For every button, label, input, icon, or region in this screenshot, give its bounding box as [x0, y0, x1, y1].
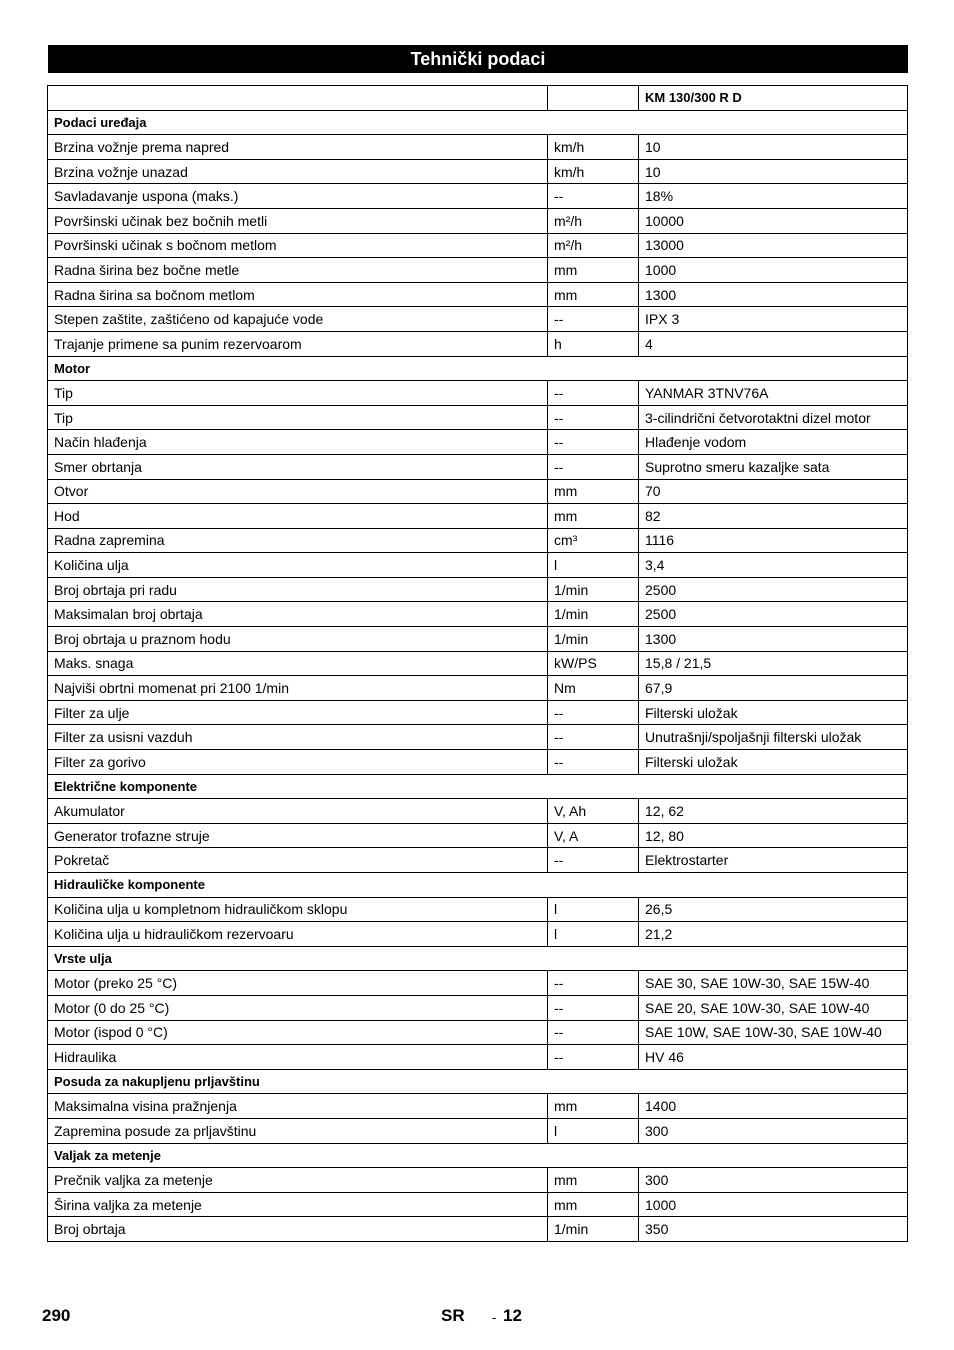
table-row [48, 897, 908, 922]
value-cell: SAE 30, SAE 10W-30, SAE 15W-40 [639, 971, 908, 996]
table-row [48, 676, 908, 701]
parameter-cell: Brzina vožnje prema napred [48, 135, 548, 160]
parameter-cell: Maks. snaga [48, 651, 548, 676]
section-title: Vrste ulja [48, 946, 908, 971]
section-row [48, 1069, 908, 1094]
table-row [48, 135, 908, 160]
table-row [48, 995, 908, 1020]
parameter-cell: Filter za gorivo [48, 750, 548, 775]
unit-cell: m²/h [548, 233, 639, 258]
table-row [48, 971, 908, 996]
table-row [48, 799, 908, 824]
value-cell: 82 [639, 504, 908, 529]
table-row [48, 159, 908, 184]
value-cell: 13000 [639, 233, 908, 258]
table-row [48, 454, 908, 479]
header-empty-cell [48, 86, 548, 111]
value-cell: 70 [639, 479, 908, 504]
value-cell: 350 [639, 1217, 908, 1242]
parameter-cell: Hidraulika [48, 1045, 548, 1070]
table-row [48, 208, 908, 233]
section-row [48, 356, 908, 381]
table-row [48, 627, 908, 652]
value-cell: 1000 [639, 258, 908, 283]
value-cell: 1000 [639, 1192, 908, 1217]
table-row [48, 922, 908, 947]
table-row [48, 381, 908, 406]
table-row [48, 1045, 908, 1070]
unit-cell: 1/min [548, 627, 639, 652]
table-row [48, 1168, 908, 1193]
section-title: Hidrauličke komponente [48, 873, 908, 898]
section-title: Valjak za metenje [48, 1143, 908, 1168]
parameter-cell: Broj obrtaja [48, 1217, 548, 1242]
unit-cell: 1/min [548, 1217, 639, 1242]
parameter-cell: Filter za ulje [48, 700, 548, 725]
table-row [48, 1020, 908, 1045]
parameter-cell: Filter za usisni vazduh [48, 725, 548, 750]
table-row [48, 307, 908, 332]
table-row [48, 282, 908, 307]
table-row [48, 553, 908, 578]
table-row [48, 1118, 908, 1143]
parameter-cell: Motor (preko 25 °C) [48, 971, 548, 996]
value-cell: 12, 62 [639, 799, 908, 824]
unit-cell: km/h [548, 159, 639, 184]
parameter-cell: Trajanje primene sa punim rezervoarom [48, 331, 548, 356]
unit-cell: -- [548, 430, 639, 455]
parameter-cell: Širina valjka za metenje [48, 1192, 548, 1217]
value-cell: 3,4 [639, 553, 908, 578]
table-row [48, 1217, 908, 1242]
table-row [48, 602, 908, 627]
value-cell: Filterski uložak [639, 700, 908, 725]
value-cell: 1400 [639, 1094, 908, 1119]
parameter-cell: Stepen zaštite, zaštićeno od kapajuće vode [48, 307, 548, 332]
unit-cell: -- [548, 307, 639, 332]
parameter-cell: Maksimalan broj obrtaja [48, 602, 548, 627]
parameter-cell: Pokretač [48, 848, 548, 873]
value-cell: 4 [639, 331, 908, 356]
table-row [48, 479, 908, 504]
unit-cell: m²/h [548, 208, 639, 233]
parameter-cell: Akumulator [48, 799, 548, 824]
value-cell: 300 [639, 1118, 908, 1143]
unit-cell: mm [548, 1192, 639, 1217]
value-cell: 1116 [639, 528, 908, 553]
value-cell: 12, 80 [639, 823, 908, 848]
unit-cell: h [548, 331, 639, 356]
table-row [48, 528, 908, 553]
unit-cell: -- [548, 700, 639, 725]
value-cell: SAE 20, SAE 10W-30, SAE 10W-40 [639, 995, 908, 1020]
unit-cell: -- [548, 995, 639, 1020]
value-cell: Filterski uložak [639, 750, 908, 775]
parameter-cell: Maksimalna visina pražnjenja [48, 1094, 548, 1119]
value-cell: 21,2 [639, 922, 908, 947]
section-title: Podaci uređaja [48, 110, 908, 135]
parameter-cell: Radna širina bez bočne metle [48, 258, 548, 283]
unit-cell: cm³ [548, 528, 639, 553]
parameter-cell: Radna zapremina [48, 528, 548, 553]
value-cell: YANMAR 3TNV76A [639, 381, 908, 406]
parameter-cell: Radna širina sa bočnom metlom [48, 282, 548, 307]
table-header-row [48, 86, 908, 111]
unit-cell: -- [548, 454, 639, 479]
value-cell: Suprotno smeru kazaljke sata [639, 454, 908, 479]
table-row [48, 233, 908, 258]
value-cell: HV 46 [639, 1045, 908, 1070]
value-cell: 2500 [639, 602, 908, 627]
table-row [48, 504, 908, 529]
parameter-cell: Broj obrtaja u praznom hodu [48, 627, 548, 652]
table-row [48, 725, 908, 750]
technical-data-table [47, 85, 908, 1242]
unit-cell: l [548, 1118, 639, 1143]
value-cell: 3-cilindrični četvorotaktni dizel motor [639, 405, 908, 430]
unit-cell: mm [548, 282, 639, 307]
page-separator: - [492, 1310, 497, 1325]
table-row [48, 750, 908, 775]
header-empty-cell [548, 86, 639, 111]
table-row [48, 184, 908, 209]
value-cell: 15,8 / 21,5 [639, 651, 908, 676]
section-row [48, 946, 908, 971]
parameter-cell: Površinski učinak s bočnom metlom [48, 233, 548, 258]
value-cell: Elektrostarter [639, 848, 908, 873]
value-cell: 67,9 [639, 676, 908, 701]
unit-cell: mm [548, 479, 639, 504]
parameter-cell: Količina ulja u kompletnom hidrauličkom sklopu [48, 897, 548, 922]
parameter-cell: Tip [48, 381, 548, 406]
unit-cell: -- [548, 971, 639, 996]
unit-cell: -- [548, 1045, 639, 1070]
parameter-cell: Motor (0 do 25 °C) [48, 995, 548, 1020]
parameter-cell: Način hlađenja [48, 430, 548, 455]
unit-cell: -- [548, 405, 639, 430]
table-row [48, 823, 908, 848]
parameter-cell: Najviši obrtni momenat pri 2100 1/min [48, 676, 548, 701]
parameter-cell: Savladavanje uspona (maks.) [48, 184, 548, 209]
value-cell: 300 [639, 1168, 908, 1193]
table-row [48, 331, 908, 356]
table-row [48, 405, 908, 430]
value-cell: 18% [639, 184, 908, 209]
table-row [48, 1192, 908, 1217]
parameter-cell: Generator trofazne struje [48, 823, 548, 848]
unit-cell: -- [548, 381, 639, 406]
page-number: 290 [42, 1306, 71, 1325]
value-cell: 1300 [639, 282, 908, 307]
language-code: SR [441, 1306, 465, 1325]
model-header: KM 130/300 R D [639, 86, 908, 111]
section-title: Električne komponente [48, 774, 908, 799]
value-cell: Hlađenje vodom [639, 430, 908, 455]
unit-cell: mm [548, 1168, 639, 1193]
parameter-cell: Smer obrtanja [48, 454, 548, 479]
parameter-cell: Hod [48, 504, 548, 529]
table-row [48, 1094, 908, 1119]
unit-cell: km/h [548, 135, 639, 160]
page-title: Tehnički podaci [48, 45, 908, 73]
parameter-cell: Količina ulja u hidrauličkom rezervoaru [48, 922, 548, 947]
value-cell: 2500 [639, 577, 908, 602]
table-row [48, 577, 908, 602]
value-cell: SAE 10W, SAE 10W-30, SAE 10W-40 [639, 1020, 908, 1045]
section-title: Motor [48, 356, 908, 381]
value-cell: 26,5 [639, 897, 908, 922]
value-cell: 10 [639, 135, 908, 160]
parameter-cell: Količina ulja [48, 553, 548, 578]
unit-cell: l [548, 922, 639, 947]
value-cell: IPX 3 [639, 307, 908, 332]
table-row [48, 258, 908, 283]
unit-cell: -- [548, 1020, 639, 1045]
parameter-cell: Zapremina posude za prljavštinu [48, 1118, 548, 1143]
value-cell: 10000 [639, 208, 908, 233]
parameter-cell: Prečnik valjka za metenje [48, 1168, 548, 1193]
unit-cell: -- [548, 725, 639, 750]
parameter-cell: Otvor [48, 479, 548, 504]
parameter-cell: Površinski učinak bez bočnih metli [48, 208, 548, 233]
unit-cell: 1/min [548, 577, 639, 602]
unit-cell: Nm [548, 676, 639, 701]
unit-cell: mm [548, 258, 639, 283]
value-cell: 10 [639, 159, 908, 184]
section-row [48, 873, 908, 898]
unit-cell: -- [548, 184, 639, 209]
unit-cell: mm [548, 1094, 639, 1119]
parameter-cell: Tip [48, 405, 548, 430]
value-cell: 1300 [639, 627, 908, 652]
unit-cell: V, A [548, 823, 639, 848]
section-title: Posuda za nakupljenu prljavštinu [48, 1069, 908, 1094]
table-row [48, 848, 908, 873]
table-row [48, 651, 908, 676]
unit-cell: -- [548, 848, 639, 873]
unit-cell: l [548, 553, 639, 578]
unit-cell: -- [548, 750, 639, 775]
unit-cell: mm [548, 504, 639, 529]
parameter-cell: Motor (ispod 0 °C) [48, 1020, 548, 1045]
section-row [48, 774, 908, 799]
unit-cell: 1/min [548, 602, 639, 627]
unit-cell: kW/PS [548, 651, 639, 676]
section-row [48, 1143, 908, 1168]
table-row [48, 700, 908, 725]
parameter-cell: Broj obrtaja pri radu [48, 577, 548, 602]
unit-cell: V, Ah [548, 799, 639, 824]
parameter-cell: Brzina vožnje unazad [48, 159, 548, 184]
language-page-number: 12 [503, 1306, 522, 1325]
unit-cell: l [548, 897, 639, 922]
section-row [48, 110, 908, 135]
table-row [48, 430, 908, 455]
value-cell: Unutrašnji/spoljašnji filterski uložak [639, 725, 908, 750]
